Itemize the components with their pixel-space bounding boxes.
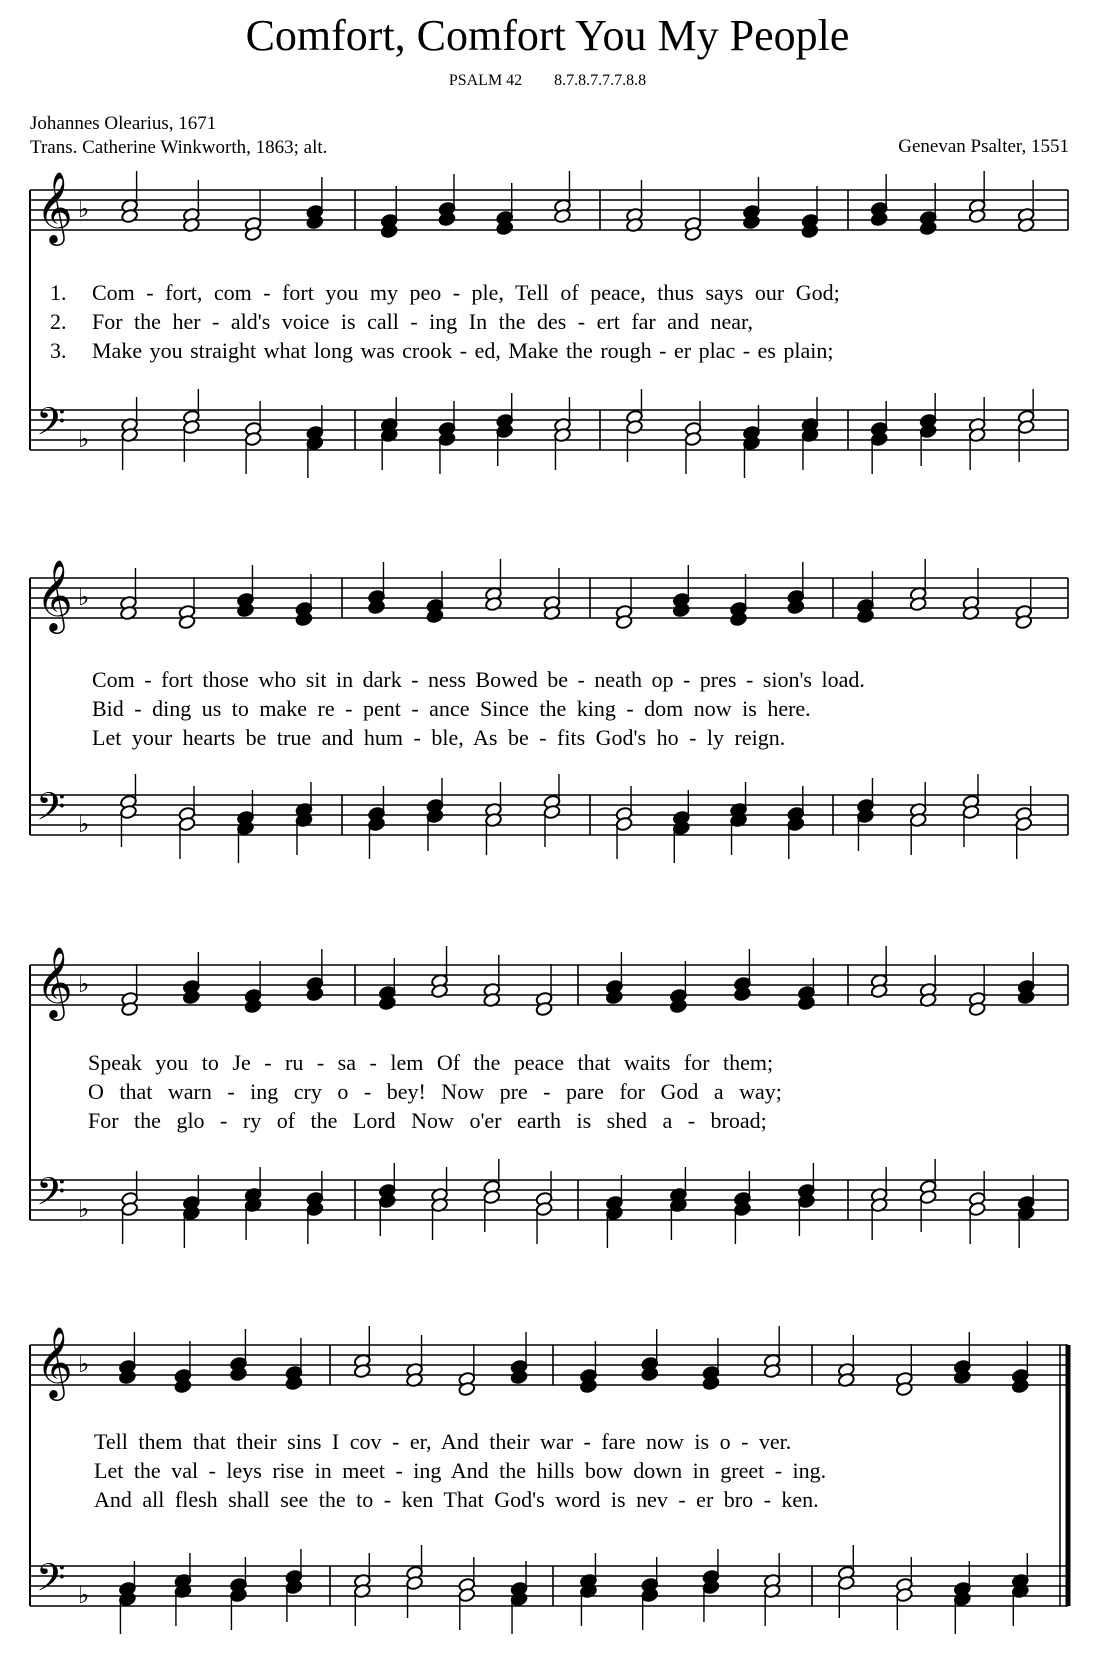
translator: Trans. Catherine Winkworth, 1863; alt. (30, 137, 328, 158)
text-author: Johannes Olearius, 1671 (30, 113, 217, 134)
verse-number: 2. (50, 309, 67, 334)
lyric-text: Com - fort those who sit in dark - ness Bowed be - neath op - pres - sion's load. (92, 667, 865, 692)
flat-key-signature-icon: ♭ (78, 810, 90, 838)
treble-clef-icon: 𝄞 (36, 170, 73, 243)
flat-key-signature-icon: ♭ (78, 195, 90, 223)
verse-line (50, 309, 67, 335)
hymn-title: Comfort, Comfort You My People (245, 11, 850, 60)
flat-key-signature-icon: ♭ (78, 1195, 90, 1223)
lyric-text: And all flesh shall see the to - ken That God's word is nev - er bro - ken. (94, 1487, 819, 1512)
verse-number: 3. (50, 338, 67, 363)
lyric-text: O that warn - ing cry o - bey! Now pre - pare for God a way; (88, 1079, 782, 1104)
lyric-text: For the glo - ry of the Lord Now o'er earth is shed a - broad; (88, 1108, 767, 1133)
bass-clef-icon: 𝄢 (36, 784, 66, 838)
tune-name: PSALM 42 (448, 72, 523, 89)
verse-number: 1. (50, 280, 67, 305)
bass-clef-icon: 𝄢 (36, 1555, 66, 1609)
bass-clef-icon: 𝄢 (36, 1169, 66, 1223)
lyric-text: Bid - ding us to make re - pent - ance Since the king - dom now is here. (92, 696, 811, 721)
treble-clef-icon: 𝄞 (36, 1325, 73, 1398)
lyric-text: Speak you to Je - ru - sa - lem Of the peace that waits for them; (88, 1050, 774, 1075)
verse-line (50, 338, 67, 364)
lyric-text: Make you straight what long was crook - ed, Make the rough - er plac - es plain; (92, 338, 834, 363)
bass-clef-icon: 𝄢 (36, 399, 66, 453)
tune-source: Genevan Psalter, 1551 (898, 136, 1069, 157)
verse-line (50, 280, 67, 306)
treble-clef-icon: 𝄞 (36, 945, 73, 1018)
lyric-text: Tell them that their sins I cov - er, And their war - fare now is o - ver. (94, 1429, 792, 1454)
lyric-text: Let your hearts be true and hum - ble, As be - fits God's ho - ly reign. (92, 725, 786, 750)
flat-key-signature-icon: ♭ (78, 1350, 90, 1378)
meter: 8.7.8.7.7.7.8.8 (554, 72, 647, 89)
lyric-text: Com - fort, com - fort you my peo - ple, Tell of peace, thus says our God; (92, 280, 840, 305)
flat-key-signature-icon: ♭ (78, 1581, 90, 1609)
lyric-text: For the her - ald's voice is call - ing In the des - ert far and near, (92, 309, 753, 334)
flat-key-signature-icon: ♭ (78, 583, 90, 611)
treble-clef-icon: 𝄞 (36, 558, 73, 631)
flat-key-signature-icon: ♭ (78, 425, 90, 453)
flat-key-signature-icon: ♭ (78, 970, 90, 998)
lyric-text: Let the val - leys rise in meet - ing And the hills bow down in greet - ing. (94, 1458, 827, 1483)
